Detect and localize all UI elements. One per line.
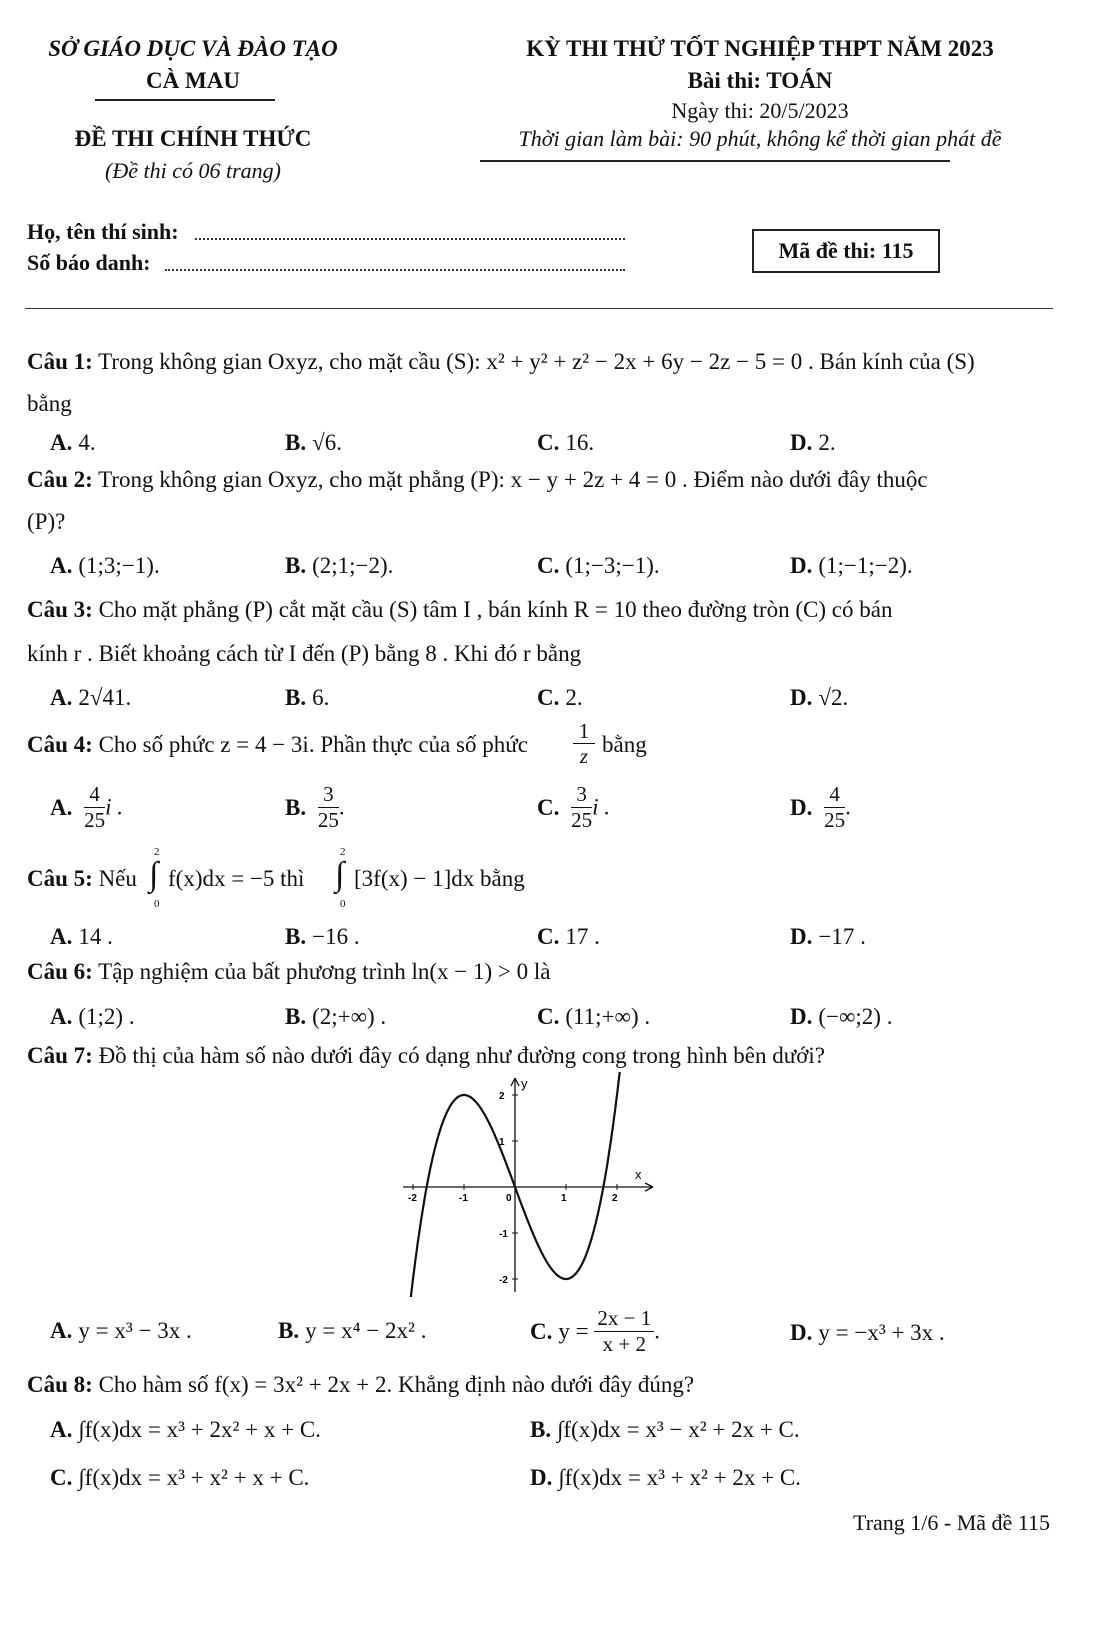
- header-underline-right: [480, 160, 950, 162]
- question-5-stem-a: Nếu: [98, 866, 137, 891]
- function-graph: [395, 1072, 665, 1297]
- integral-1-sign: ∫: [149, 856, 159, 893]
- y-tick-label: -2: [499, 1275, 508, 1286]
- q3-option-b[interactable]: B. 6.: [285, 685, 330, 710]
- question-2-label: Câu 2:: [27, 467, 93, 492]
- q4-option-b[interactable]: B. $\frac{3}{25}$ .: [285, 782, 345, 832]
- q4-option-c[interactable]: C. $\frac{3}{25}$ i .: [537, 782, 611, 832]
- candidate-id-label: Số báo danh:: [27, 250, 151, 275]
- integral-1-upper: 2: [154, 846, 160, 858]
- question-4: [27, 732, 528, 758]
- question-3: [27, 597, 892, 623]
- question-8-stem: Cho hàm số f(x) = 3x² + 2x + 2. Khẳng định nào dưới đây đúng?: [98, 1372, 695, 1397]
- question-1: [27, 349, 975, 375]
- x-tick-label: -2: [408, 1193, 417, 1204]
- question-5-stem-b: f(x)dx = −5 thì: [168, 866, 305, 891]
- q2-option-d[interactable]: D. (1;−1;−2).: [790, 553, 913, 578]
- question-5: [27, 866, 137, 892]
- q7-option-a[interactable]: A. y = x³ − 3x .: [50, 1318, 192, 1343]
- q6-option-d[interactable]: D. (−∞;2) .: [790, 1004, 893, 1029]
- q3-option-c[interactable]: C. 2.: [537, 685, 583, 710]
- q6-option-a[interactable]: A. (1;2) .: [50, 1004, 135, 1029]
- q1-option-a[interactable]: A. 4.: [50, 430, 96, 455]
- question-6: [27, 959, 551, 985]
- q5-option-b[interactable]: B. −16 .: [285, 924, 360, 949]
- q6-option-b[interactable]: B. (2;+∞) .: [285, 1004, 387, 1029]
- question-5-label: Câu 5:: [27, 866, 93, 891]
- q2-option-b[interactable]: B. (2;1;−2).: [285, 553, 394, 578]
- question-4-fraction: 1 z: [573, 719, 595, 768]
- integral-1-lower: 0: [154, 898, 160, 910]
- q1-option-b[interactable]: B. √6.: [285, 430, 342, 455]
- x-tick-label: 1: [561, 1193, 567, 1204]
- page-footer: Trang 1/6 - Mã đề 115: [853, 1510, 1050, 1535]
- x-axis-label: x: [635, 1167, 642, 1182]
- q7-option-d[interactable]: D. y = −x³ + 3x .: [790, 1320, 945, 1345]
- question-2: [27, 467, 928, 493]
- y-tick-label: 1: [499, 1137, 505, 1148]
- exam-subject: Bài thi: TOÁN: [687, 68, 833, 93]
- q8-option-d[interactable]: D. ∫f(x)dx = x³ + x² + 2x + C.: [530, 1465, 801, 1490]
- q7-option-c[interactable]: C. y = $\frac{2x - 1}{x + 2}$ .: [530, 1306, 660, 1356]
- q8-option-a[interactable]: A. ∫f(x)dx = x³ + 2x² + x + C.: [50, 1417, 321, 1442]
- q4-option-d[interactable]: D. $\frac{4}{25}$ .: [790, 782, 851, 832]
- question-4-stem: Cho số phức z = 4 − 3i. Phần thực của số phức: [98, 732, 528, 757]
- q1-option-c[interactable]: C. 16.: [537, 430, 595, 455]
- x-tick-label: -1: [459, 1193, 468, 1204]
- q6-option-c[interactable]: C. (11;+∞) .: [537, 1004, 651, 1029]
- integral-2-upper: 2: [340, 846, 346, 858]
- question-8-label: Câu 8:: [27, 1372, 93, 1397]
- question-8: [27, 1372, 694, 1398]
- question-4-stem-tail: bằng: [602, 732, 647, 757]
- exam-duration: Thời gian làm bài: 90 phút, không kể thời gian phát đề: [518, 126, 1002, 151]
- candidate-name-field[interactable]: [195, 238, 625, 240]
- integral-2-lower: 0: [340, 898, 346, 910]
- question-5-stem-c: [3f(x) − 1]dx bằng: [354, 866, 525, 891]
- question-7: [27, 1043, 825, 1069]
- question-1-stem-cont: bằng: [27, 391, 72, 416]
- header-divider: [25, 308, 1053, 309]
- candidate-name-row: [27, 219, 179, 245]
- q7-option-b[interactable]: B. y = x⁴ − 2x² .: [278, 1318, 427, 1343]
- question-3-stem-cont: kính r . Biết khoảng cách từ I đến (P) bằng 8 . Khi đó r bằng: [27, 641, 582, 666]
- q1-option-d[interactable]: D. 2.: [790, 430, 836, 455]
- question-3-stem: Cho mặt phẳng (P) cắt mặt cầu (S) tâm I , bán kính R = 10 theo đường tròn (C) có bán: [98, 597, 893, 622]
- y-tick-label: -1: [499, 1229, 508, 1240]
- q5-option-d[interactable]: D. −17 .: [790, 924, 866, 949]
- q8-option-b[interactable]: B. ∫f(x)dx = x³ − x² + 2x + C.: [530, 1417, 800, 1442]
- question-1-stem: Trong không gian Oxyz, cho mặt cầu (S): x² + y² + z² − 2x + 6y − 2z − 5 = 0 . Bán kính của (S): [98, 349, 975, 374]
- department-name: SỞ GIÁO DỤC VÀ ĐÀO TẠO: [48, 36, 338, 61]
- q3-option-d[interactable]: D. √2.: [790, 685, 849, 710]
- question-3-label: Câu 3:: [27, 597, 93, 622]
- question-1-label: Câu 1:: [27, 349, 93, 374]
- y-axis-label: y: [521, 1076, 528, 1091]
- question-7-stem: Đồ thị của hàm số nào dưới đây có dạng như đường cong trong hình bên dưới?: [98, 1043, 825, 1068]
- official-label: ĐỀ THI CHÍNH THỨC: [74, 126, 312, 151]
- question-2-stem-cont: (P)?: [27, 509, 66, 534]
- q3-option-a[interactable]: A. 2√41.: [50, 685, 132, 710]
- header-underline-left: [95, 99, 275, 101]
- q8-option-c[interactable]: C. ∫f(x)dx = x³ + x² + x + C.: [50, 1465, 310, 1490]
- question-6-label: Câu 6:: [27, 959, 93, 984]
- exam-code-box: Mã đề thi: 115: [752, 229, 940, 273]
- question-6-stem: Tập nghiệm của bất phương trình ln(x − 1) > 0 là: [98, 959, 551, 984]
- q2-option-a[interactable]: A. (1;3;−1).: [50, 553, 160, 578]
- question-4-label: Câu 4:: [27, 732, 93, 757]
- q5-option-c[interactable]: C. 17 .: [537, 924, 600, 949]
- function-curve: [403, 1072, 633, 1297]
- candidate-id-field[interactable]: [165, 269, 625, 271]
- q4-option-a[interactable]: A. $\frac{4}{25}$ i .: [50, 782, 124, 832]
- question-2-stem: Trong không gian Oxyz, cho mặt phẳng (P): x − y + 2z + 4 = 0 . Điểm nào dưới đây thuộc: [98, 467, 928, 492]
- q2-option-c[interactable]: C. (1;−3;−1).: [537, 553, 660, 578]
- q5-option-a[interactable]: A. 14 .: [50, 924, 113, 949]
- candidate-name-label: Họ, tên thí sinh:: [27, 219, 179, 244]
- y-tick-label: 2: [499, 1091, 505, 1102]
- x-tick-label: 2: [612, 1193, 618, 1204]
- x-tick-label: 0: [506, 1193, 512, 1204]
- question-7-label: Câu 7:: [27, 1043, 93, 1068]
- exam-title: KỲ THI THỬ TỐT NGHIỆP THPT NĂM 2023: [526, 36, 994, 61]
- exam-date: Ngày thi: 20/5/2023: [671, 98, 849, 123]
- integral-2-sign: ∫: [335, 856, 345, 893]
- candidate-id-row: [27, 250, 151, 276]
- province-name: CÀ MAU: [146, 68, 240, 93]
- pages-note: (Đề thi có 06 trang): [105, 158, 281, 183]
